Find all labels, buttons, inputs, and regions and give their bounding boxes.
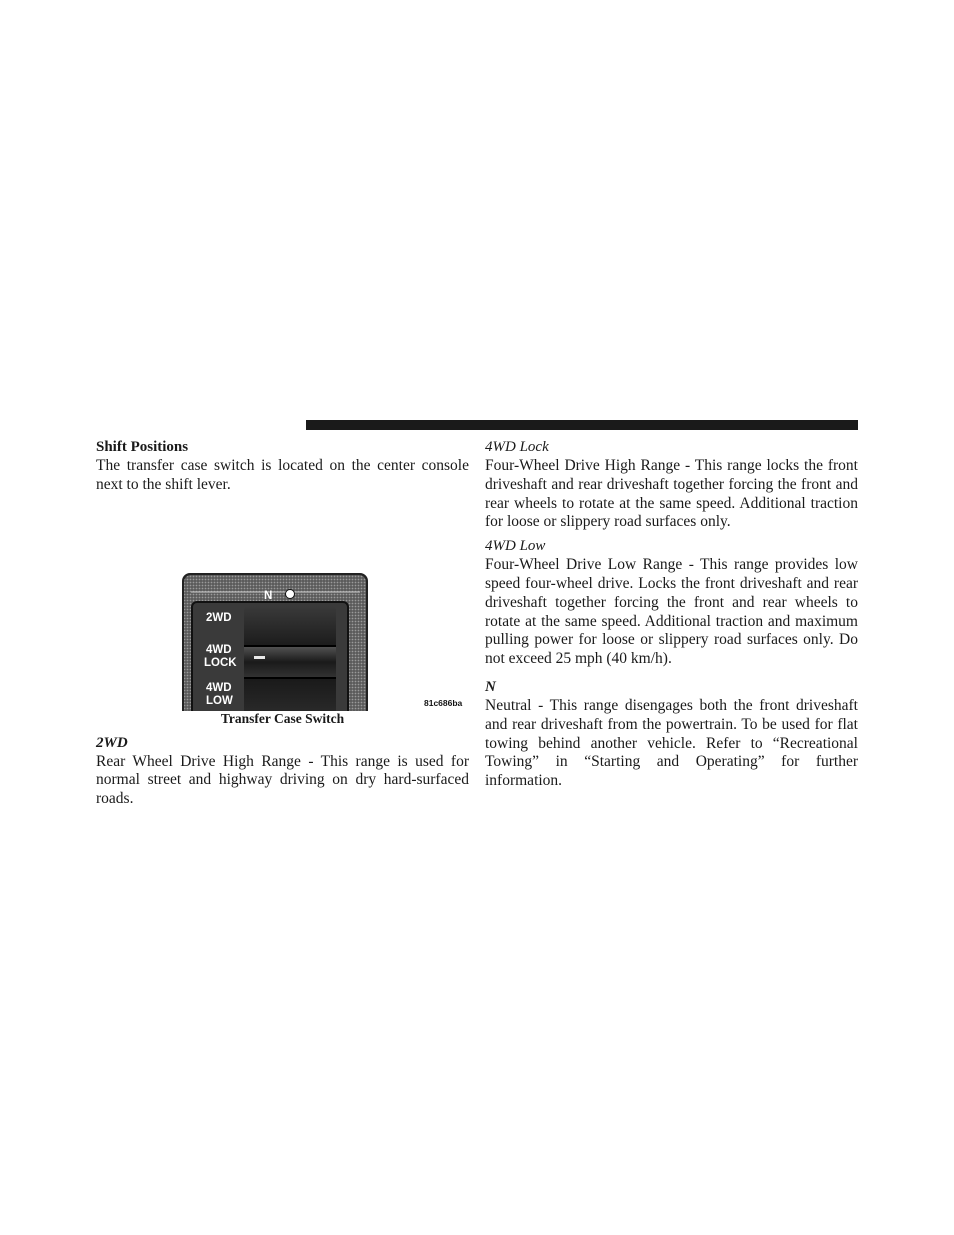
left-column: [96, 438, 469, 809]
n-paragraph: Neutral - This range disengages both the front driveshaft and rear driveshaft from the powertrain. To be used for flat towing behind another vehicle. Refer to “Recreational Towing” in “Starting and Operating” for further information.: [485, 696, 858, 790]
header-rule: [306, 420, 858, 430]
lock-title: 4WD Lock: [485, 439, 549, 455]
transfer-case-switch-illustration: [96, 506, 469, 711]
intro-paragraph: The transfer case switch is located on the center console next to the shift lever.: [96, 457, 469, 493]
label-2wd: 2WD: [206, 611, 232, 624]
low-title: 4WD Low: [485, 538, 546, 555]
lock-paragraph: Four-Wheel Drive High Range - This range locks the front driveshaft and rear driveshaft together forcing the front and rear wheels to rotate at the same speed. Additional traction for loose or slippery road surfaces only.: [485, 457, 858, 531]
label-4wd-low-2: LOW: [206, 694, 233, 707]
section-title: Shift Positions: [96, 439, 189, 455]
label-n: N: [264, 589, 273, 602]
right-column: [485, 438, 858, 791]
low-paragraph: Four-Wheel Drive Low Range - This range provides low speed four-wheel drive. Locks the front driveshaft and rear driveshaft together forcing the front and rear wheels to rotate at the same speed. Additional traction and maximum pulling power for loose or slippery road surfaces only. Do not exceed 25 mph (40 km/h).: [485, 556, 858, 668]
label-4wd-lock-2: LOCK: [204, 656, 237, 669]
neutral-indicator-light: [286, 589, 295, 598]
twowd-title: 2WD: [96, 734, 128, 751]
n-title: N: [485, 678, 496, 695]
figure-caption: Transfer Case Switch: [220, 710, 345, 726]
twowd-paragraph: Rear Wheel Drive High Range - This range is used for normal street and highway driving on dry hard-surfaced roads.: [96, 752, 469, 808]
label-4wd-low-1: 4WD: [206, 681, 232, 694]
position-indicator: [254, 656, 265, 659]
label-4wd-lock-1: 4WD: [206, 643, 232, 656]
transfer-case-switch-figure: [96, 506, 469, 726]
figure-code: 81c686ba: [424, 697, 463, 708]
